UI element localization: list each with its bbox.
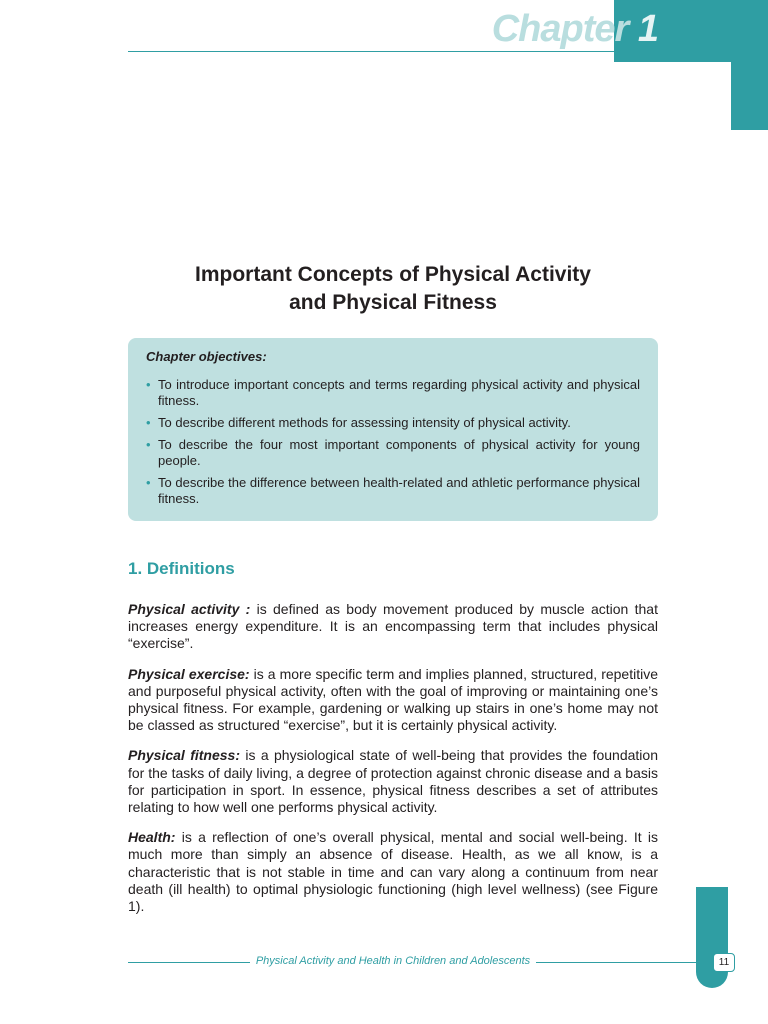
chapter-title-line-2: and Physical Fitness — [289, 291, 497, 314]
objectives-list — [146, 377, 640, 507]
objective-item — [146, 437, 640, 469]
definition-text: is defined as body movement produced by muscle action that increases energy expenditure. It is an encompassing term that includes physical “exercise”. — [128, 601, 658, 652]
objective-text: To describe the difference between health-related and athletic performance physical fitness. — [158, 475, 640, 506]
objective-item — [146, 377, 640, 409]
definition-term: Physical exercise: — [128, 665, 250, 682]
definition-paragraph — [128, 601, 658, 653]
chapter-objectives-box — [128, 338, 658, 521]
bullet-icon: • — [146, 377, 151, 392]
chapter-side-block — [731, 62, 768, 130]
bullet-icon: • — [146, 437, 151, 452]
footer-rule-right — [536, 962, 716, 963]
chapter-number: 1 — [637, 8, 658, 50]
footer-rule-left — [128, 962, 250, 963]
bullet-icon: • — [146, 415, 151, 430]
bullet-icon: • — [146, 475, 151, 490]
definition-text: is a more specific term and implies planned, structured, repetitive and purposeful physical activity, often with the goal of improving or maintaining one’s physical fitness. For example, gardening or walking up stairs in one’s home may not be classed as structured “exercise”, but it is certainly physical activity. — [128, 665, 658, 734]
definitions-body — [128, 601, 658, 928]
header-rule — [128, 51, 658, 52]
definition-paragraph — [128, 829, 658, 915]
definition-paragraph — [128, 747, 658, 816]
definition-term: Physical activity : — [128, 601, 251, 617]
chapter-title-line-1: Important Concepts of Physical Activity — [195, 263, 591, 286]
section-heading-definitions: 1. Definitions — [128, 559, 235, 578]
page-number: 11 — [713, 953, 735, 972]
objective-text: To describe the four most important components of physical activity for young people. — [158, 437, 640, 468]
definition-paragraph — [128, 666, 658, 735]
objective-item — [146, 415, 640, 431]
running-footer-title: Physical Activity and Health in Children and Adolescents — [255, 955, 531, 967]
objective-text: To introduce important concepts and terms regarding physical activity and physical fitness. — [158, 377, 640, 408]
objectives-heading: Chapter objectives: — [146, 349, 267, 364]
objective-item — [146, 475, 640, 507]
definition-term: Health: — [128, 829, 176, 846]
definition-text: is a reflection of one’s overall physical, mental and social well-being. It is much more than simply an absence of disease. Health, as we all know, is a characteristic that is not stable in time and can vary along a continuum from near death (ill health) to optimal physiologic functioning (high level wellness) (see Figure 1). — [128, 829, 658, 915]
objective-text: To describe different methods for assessing intensity of physical activity. — [158, 415, 571, 430]
page-tab-bar — [696, 887, 728, 988]
definition-term: Physical fitness: — [128, 747, 240, 764]
definition-text: is a physiological state of well-being that provides the foundation for the tasks of daily living, a degree of protection against chronic disease and a basis for participation in sport. In essence, physical fitness describes a set of attributes relating to how well one performs physical activity. — [128, 747, 658, 816]
chapter-word: Chapter — [491, 8, 629, 50]
chapter-label — [488, 8, 658, 51]
chapter-title — [128, 261, 658, 317]
